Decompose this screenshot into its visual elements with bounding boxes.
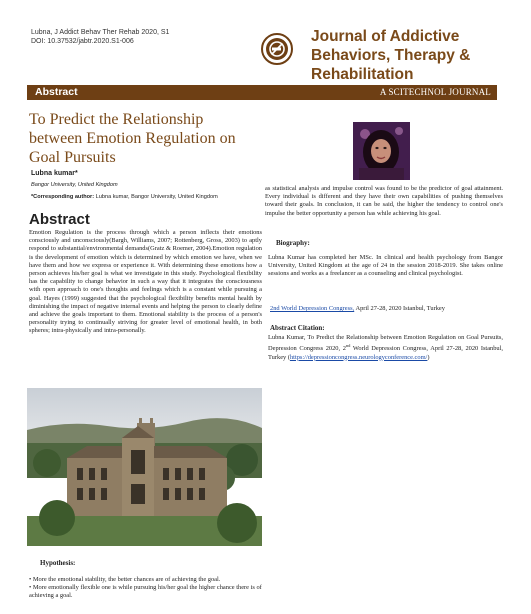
journal-name (311, 27, 470, 84)
abstract-continuation: as statistical analysis and impulse control was found to be the predictor of goal attainment. Every individual is different and they have their own capabilities of pushing themselves toward their goals. In conclusion, it can be said, the higher the tendency to control one's impulse the better opportunity a person has while achieving his goal. (265, 185, 503, 217)
banner-publisher: A SCITECHNOL JOURNAL (379, 87, 491, 97)
hypothesis-item-text: More emotionally flexible one is while pursuing his/her goal the higher chance there is of achieving a goal. (29, 584, 262, 600)
conference-link[interactable]: 2nd World Depression Congress, (270, 305, 355, 312)
biography-text: Lubna Kumar has completed her MSc. In clinical and health psychology from Bangor University, United Kingdom at the age of 24 in the session 2018-2019. She takes online sessions and works as a freelancer as a counseling and clinical psychologist. (268, 254, 503, 278)
journal-name-line: Behaviors, Therapy & (311, 47, 471, 64)
conference-text: April 27-28, 2020 Istanbul, Turkey (354, 305, 445, 312)
biography-heading: Biography: (276, 239, 310, 247)
author-name: Lubna kumar* (31, 170, 78, 177)
doi-line: DOI: 10.37532/jabtr.2020.S1-006 (31, 38, 134, 45)
corresponding-author (31, 194, 218, 200)
citation-heading: Abstract Citation: (270, 324, 325, 332)
corresponding-text: Lubna kumar, Bangor University, United Kingdom (94, 194, 218, 200)
university-photo (27, 388, 262, 546)
author-photo (353, 122, 410, 180)
citation-text (268, 334, 503, 362)
article-title (29, 110, 236, 167)
journal-name-line: Rehabilitation (311, 66, 414, 83)
hypothesis-item-text: More the emotional stability, the better chances are of achieving the goal. (32, 576, 221, 583)
citation-text-a: Lubna Kumar, To Predict the Relationship between Emotion Regulation on Goal Pursuits, Depression Congress 2020, 2 (268, 334, 503, 353)
hypothesis-list (29, 576, 264, 601)
citation-line: Lubna, J Addict Behav Ther Rehab 2020, S1 (31, 29, 170, 36)
author-affiliation: Bangor University, United Kingdom (31, 182, 118, 188)
hypothesis-heading: Hypothesis: (40, 559, 76, 567)
conference-line (270, 305, 505, 313)
section-banner (27, 85, 497, 100)
title-line: To Predict the Relationship (29, 111, 204, 128)
journal-logo (261, 33, 293, 65)
abstract-heading: Abstract (29, 211, 90, 228)
corresponding-label: *Corresponding author: (31, 194, 95, 200)
abstract-body: Emotion Regulation is the process through which a person inflects their emotions consciously and unconsciously(Bargh, Williams, 2007; Rottenberg, Gross, 2003) to aptly respond to substantial/environmental demands(Gratz & Roemer, 2004).Emotion regulation is the development of emotion which is determined by which emotion we have, when we have them and how we express or experience it. With determining these emotions how a person achieves his/her goal is what we investigate in this study. Psychological flexibility has the capability to change behavior in such a way that it integrates the consciousness with open approach to one's thoughts and feelings which is a constant while pursuing a goal. Hayes (1999) suggested that the psychological flexibility benefits mental health by diminishing the impact of negative internal events and helping the person to clearly define and achieve the goals important to them. Emotional stability is the process of a person's personality trying to continually striving for greater level of emotional health, in both spheres; intra-physically and intra-personally. (29, 229, 262, 335)
journal-name-line: Journal of Addictive (311, 28, 460, 45)
hypothesis-item: • More the emotional stability, the better chances are of achieving the goal. (29, 576, 221, 583)
citation-tail: ) (427, 353, 430, 361)
citation-url-link[interactable]: https://depressioncongress.neurologyconference.com/ (289, 353, 428, 361)
citation-sup: nd (345, 343, 351, 349)
citation-text-b: World Depression Congress, April 27-28, 2020 Istanbul, Turkey ( (268, 345, 504, 361)
hypothesis-item: • More emotionally flexible one is while pursuing his/her goal the higher chance there is of achieving a goal. (29, 584, 262, 600)
title-line: Goal Pursuits (29, 149, 116, 166)
title-line: between Emotion Regulation on (29, 130, 236, 147)
banner-section-label: Abstract (35, 86, 78, 98)
